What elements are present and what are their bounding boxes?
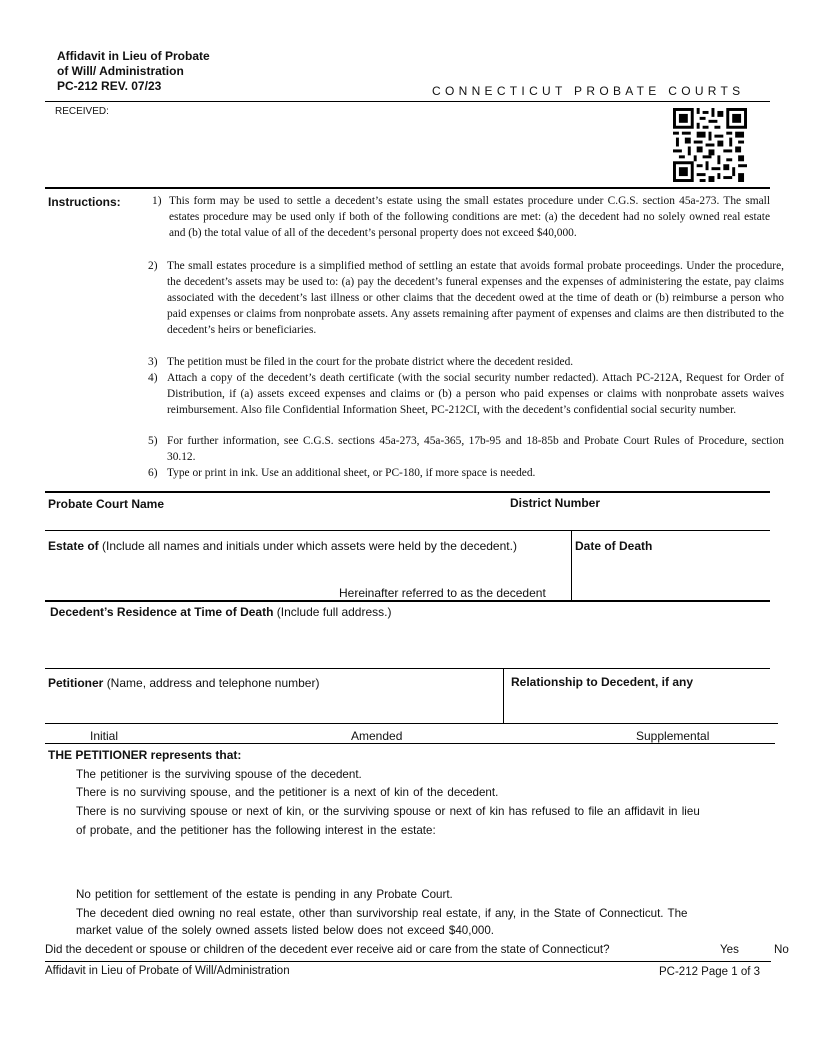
rule-petitioner [45,723,778,724]
instruction-number: 6) [148,467,158,479]
instruction-text: This form may be used to settle a decedent’s estate using the small estates procedure under C.G.S. section 45a-273. The small estates procedure may be used only if both of the following conditions are met: (a) the decedent had no solely owned real estate and (b) the total value of all of the decedent’s personal property does not exceed $40,000. [169,195,770,239]
instructions-label: Instructions: [48,195,121,209]
represents-no-petition-option[interactable]: No petition for settlement of the estate is pending in any Probate Court. [76,888,453,901]
relationship-label: Relationship to Decedent, if any [511,675,694,689]
court-name: CONNECTICUT PROBATE COURTS [432,84,745,98]
footer-form-name: Affidavit in Lieu of Probate of Will/Administration [45,965,290,977]
aid-no-option[interactable]: No [774,943,789,956]
form-title-line2: of Will/ Administration [57,64,184,78]
rule-filing-type [45,743,775,744]
estate-of-field[interactable] [48,539,517,553]
instruction-text: For further information, see C.G.S. sections 45a-273, 45a-365, 17b-95 and 18-85b and Probate Court Rules of Procedure, section 30.12. [167,435,784,463]
petitioner-hint: (Name, address and telephone number) [106,676,320,690]
qr-code-icon [673,108,747,182]
district-number-label: District Number [510,496,601,510]
instruction-number: 1) [152,195,162,207]
footer-rule [45,961,771,962]
filing-type-amended[interactable]: Amended [351,729,403,743]
residence-label: Decedent’s Residence at Time of Death [50,605,274,619]
aid-question: Did the decedent or spouse or children of the decedent ever receive aid or care from the state of Connecticut? [45,943,610,956]
instruction-text: Type or print in ink. Use an additional sheet, or PC-180, if more space is needed. [167,467,536,479]
rule-residence [45,668,770,669]
instruction-text: Attach a copy of the decedent’s death certificate (with the social security number redacted). Attach PC-212A, Request for Order of Distribution, if (a) assets exceed expenses and claims or (b) a person who paid expenses or claims with nonprobate assets waives reimbursement. Also file Confidential Information Sheet, PC-212CI, with the decedent’s confidential social security number. [167,372,784,416]
instruction-text: The petition must be filed in the court for the probate district where the decedent resided. [167,356,574,368]
estate-divider [571,531,572,601]
form-title-line1: Affidavit in Lieu of Probate [57,49,210,63]
estate-of-hint: (Include all names and initials under which assets were held by the decedent.) [102,539,517,553]
instructions-top-rule [45,187,770,189]
probate-court-name-label: Probate Court Name [48,497,165,511]
header-rule [45,101,770,102]
filing-type-supplemental[interactable]: Supplemental [636,729,710,743]
estate-of-label: Estate of [48,539,99,553]
probate-court-name-field[interactable] [48,497,164,511]
received-label: RECEIVED: [55,106,109,117]
residence-hint: (Include full address.) [276,605,392,619]
instruction-number: 3) [148,356,158,368]
residence-field[interactable] [50,605,391,619]
instruction-number: 2) [148,260,158,272]
fields-top-rule [45,491,770,493]
rule-court [45,530,770,531]
represents-no-real-estate-cont: market value of the solely owned assets listed below does not exceed $40,000. [76,924,495,937]
instruction-number: 5) [148,435,158,447]
represents-other-interest-option[interactable]: There is no surviving spouse or next of kin, or the surviving spouse or next of kin has refused to file an affidavit in lieu [76,805,700,818]
rule-estate [45,600,770,602]
represents-no-real-estate-option[interactable]: The decedent died owning no real estate, other than survivorship real estate, if any, in the State of Connecticut. The [76,907,688,920]
footer-page-number: PC-212 Page 1 of 3 [659,966,761,978]
filing-type-initial[interactable]: Initial [90,729,119,743]
petitioner-label: Petitioner [48,676,104,690]
represents-next-of-kin-option[interactable]: There is no surviving spouse, and the petitioner is a next of kin of the decedent. [76,786,499,799]
petitioner-field[interactable] [48,676,319,690]
district-number-field[interactable] [510,496,600,510]
date-of-death-field[interactable] [575,539,652,553]
instruction-number: 4) [148,372,158,384]
date-of-death-label: Date of Death [575,539,653,553]
petitioner-divider [503,669,504,723]
hereinafter-note: Hereinafter referred to as the decedent [339,586,546,600]
instruction-text: The small estates procedure is a simplified method of settling an estate that avoids formal probate proceedings. Under the procedure, the decedent’s assets may be used to: (a) pay the decedent’s funeral expenses and the expenses of administering the estate, pay claims associated with the decedent’s last illness or other claims that the decedent owed at the time of death or (b) reimburse a person who paid expenses or claims from nonprobate assets. Any assets remaining after payment of expenses and claims are then distributed to the decedent’s heirs or beneficiaries. [167,260,784,336]
represents-other-interest-cont: of probate, and the petitioner has the following interest in the estate: [76,824,436,837]
form-number: PC-212 REV. 07/23 [57,79,162,93]
relationship-field[interactable] [511,675,693,689]
represents-spouse-option[interactable]: The petitioner is the surviving spouse of the decedent. [76,768,362,781]
represents-heading: THE PETITIONER represents that: [48,748,242,762]
aid-yes-option[interactable]: Yes [720,943,739,956]
